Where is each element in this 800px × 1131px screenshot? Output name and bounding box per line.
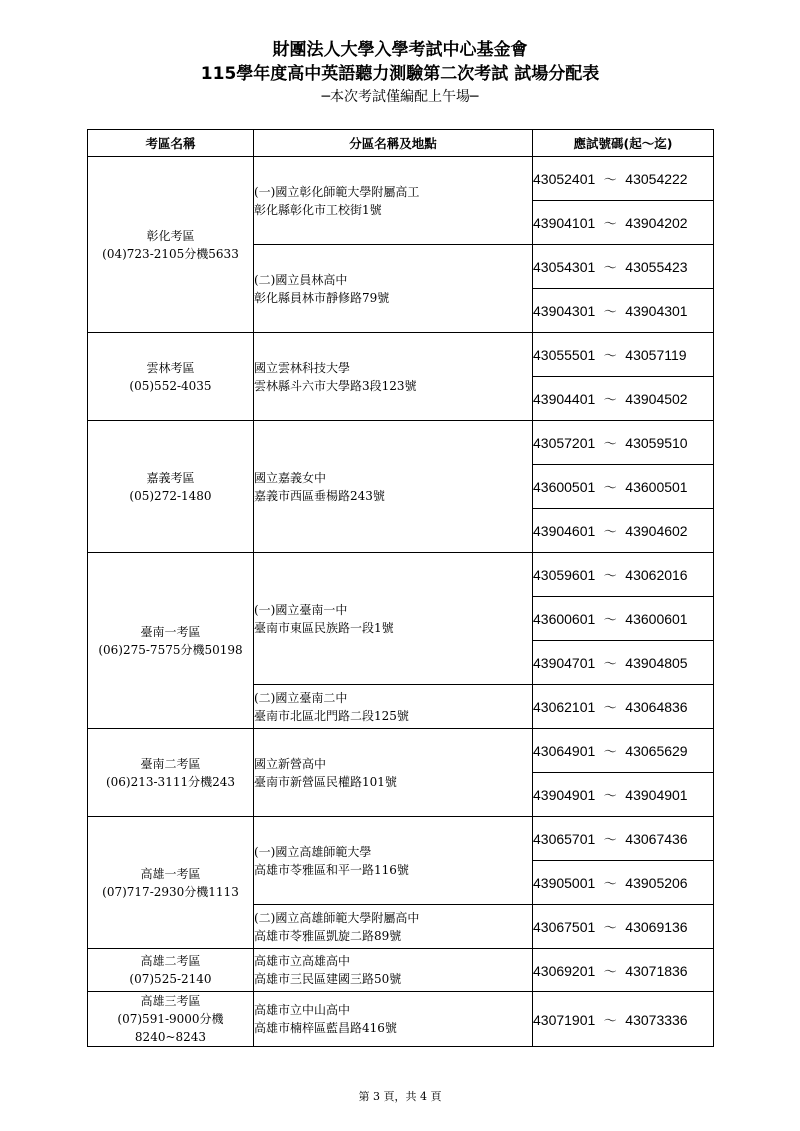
range-separator: ～ bbox=[603, 921, 617, 936]
range-separator: ～ bbox=[603, 613, 617, 628]
document-title: 115學年度高中英語聽力測驗第二次考試 試場分配表 bbox=[200, 64, 600, 84]
range-end: 43904202 bbox=[625, 215, 688, 231]
table-row bbox=[88, 333, 714, 377]
number-range-cell bbox=[533, 553, 714, 597]
range-end: 43064836 bbox=[625, 699, 688, 715]
range-start: 43600501 bbox=[533, 479, 596, 495]
venue-name: 高雄市立中山高中 bbox=[254, 1003, 351, 1017]
number-range-cell bbox=[533, 245, 714, 289]
range-separator: ～ bbox=[603, 261, 617, 276]
range-start: 43054301 bbox=[533, 259, 596, 275]
range-start: 43600601 bbox=[533, 611, 596, 627]
region-name: 高雄二考區 bbox=[140, 954, 201, 968]
range-start: 43904601 bbox=[533, 523, 596, 539]
number-range-cell bbox=[533, 421, 714, 465]
region-phone: (06)275-7575分機50198 bbox=[98, 642, 243, 657]
venue-address: 嘉義市西區垂楊路243號 bbox=[254, 488, 385, 503]
number-range-cell bbox=[533, 641, 714, 685]
range-end: 43054222 bbox=[625, 171, 688, 187]
venue-address: 高雄市三民區建國三路50號 bbox=[254, 972, 402, 986]
table-row bbox=[88, 553, 714, 597]
region-phone: (05)272-1480 bbox=[129, 488, 212, 503]
venue-cell bbox=[254, 245, 533, 333]
range-start: 43062101 bbox=[533, 699, 596, 715]
range-end: 43059510 bbox=[625, 435, 688, 451]
table-row bbox=[88, 157, 714, 201]
venue-name: (一)國立彰化師範大學附屬高工 bbox=[254, 184, 420, 199]
region-cell bbox=[88, 157, 254, 333]
range-end: 43073336 bbox=[625, 1011, 688, 1028]
venue-name: (一)國立高雄師範大學 bbox=[254, 844, 372, 859]
number-range-cell bbox=[533, 201, 714, 245]
range-end: 43071836 bbox=[625, 962, 688, 979]
number-range-cell bbox=[533, 597, 714, 641]
range-end: 43600601 bbox=[625, 611, 688, 627]
exam-site-table bbox=[87, 129, 714, 1047]
range-start: 43904901 bbox=[533, 787, 596, 803]
range-separator: ～ bbox=[603, 525, 617, 540]
column-header-venue: 分區名稱及地點 bbox=[254, 130, 533, 157]
range-start: 43905001 bbox=[533, 875, 596, 891]
range-separator: ～ bbox=[603, 745, 617, 760]
range-start: 43904301 bbox=[533, 303, 596, 319]
region-cell bbox=[88, 553, 254, 729]
range-end: 43904805 bbox=[625, 655, 688, 671]
table-body bbox=[88, 157, 714, 1047]
venue-cell bbox=[254, 333, 533, 421]
number-range-cell bbox=[533, 465, 714, 509]
document-header bbox=[0, 38, 800, 108]
number-range-cell bbox=[533, 905, 714, 949]
venue-address: 彰化縣員林市靜修路79號 bbox=[254, 290, 390, 305]
table-row bbox=[88, 949, 714, 992]
range-end: 43904502 bbox=[625, 391, 688, 407]
number-range-cell bbox=[533, 773, 714, 817]
range-start: 43069201 bbox=[533, 962, 596, 979]
range-separator: ～ bbox=[603, 657, 617, 672]
region-name: 高雄一考區 bbox=[140, 866, 201, 881]
range-start: 43057201 bbox=[533, 435, 596, 451]
venue-name: (二)國立臺南二中 bbox=[254, 690, 348, 705]
number-range-cell bbox=[533, 817, 714, 861]
venue-address: 臺南市新營區民權路101號 bbox=[254, 774, 397, 789]
range-end: 43905206 bbox=[625, 875, 688, 891]
range-end: 43067436 bbox=[625, 831, 688, 847]
table-row bbox=[88, 817, 714, 861]
organization-title: 財團法人大學入學考試中心基金會 bbox=[272, 40, 528, 60]
region-name: 嘉義考區 bbox=[146, 470, 195, 485]
range-start: 43055501 bbox=[533, 347, 596, 363]
venue-name: 國立雲林科技大學 bbox=[254, 360, 351, 375]
venue-cell bbox=[254, 685, 533, 729]
number-range-cell bbox=[533, 685, 714, 729]
range-end: 43600501 bbox=[625, 479, 688, 495]
number-range-cell bbox=[533, 157, 714, 201]
range-start: 43067501 bbox=[533, 919, 596, 935]
range-separator: ～ bbox=[603, 569, 617, 584]
region-name: 雲林考區 bbox=[146, 360, 195, 375]
region-cell bbox=[88, 992, 254, 1047]
range-start: 43064901 bbox=[533, 743, 596, 759]
region-name: 高雄三考區 bbox=[140, 994, 201, 1008]
region-name: 彰化考區 bbox=[146, 228, 195, 243]
range-start: 43059601 bbox=[533, 567, 596, 583]
number-range-cell bbox=[533, 289, 714, 333]
number-range-cell bbox=[533, 729, 714, 773]
region-phone: (07)717-2930分機1113 bbox=[102, 884, 239, 899]
region-name: 臺南二考區 bbox=[140, 756, 201, 771]
region-cell bbox=[88, 949, 254, 992]
venue-cell bbox=[254, 729, 533, 817]
region-cell bbox=[88, 421, 254, 553]
region-name: 臺南一考區 bbox=[140, 624, 201, 639]
region-phone: (05)552-4035 bbox=[129, 378, 212, 393]
number-range-cell bbox=[533, 861, 714, 905]
venue-cell bbox=[254, 157, 533, 245]
venue-cell bbox=[254, 992, 533, 1047]
venue-name: (二)國立高雄師範大學附屬高中 bbox=[254, 910, 420, 925]
number-range-cell bbox=[533, 333, 714, 377]
region-cell bbox=[88, 333, 254, 421]
column-header-region: 考區名稱 bbox=[88, 130, 254, 157]
range-separator: ～ bbox=[603, 789, 617, 804]
venue-cell bbox=[254, 421, 533, 553]
range-separator: ～ bbox=[603, 964, 617, 980]
region-cell bbox=[88, 817, 254, 949]
number-range-cell bbox=[533, 949, 714, 992]
venue-name: 國立嘉義女中 bbox=[254, 470, 327, 485]
region-phone: (04)723-2105分機5633 bbox=[102, 246, 239, 261]
number-range-cell bbox=[533, 992, 714, 1047]
range-separator: ～ bbox=[603, 217, 617, 232]
venue-address: 高雄市苓雅區和平一路116號 bbox=[254, 862, 409, 877]
region-phone: (06)213-3111分機243 bbox=[105, 774, 236, 789]
number-range-cell bbox=[533, 377, 714, 421]
range-separator: ～ bbox=[603, 393, 617, 408]
range-end: 43062016 bbox=[625, 567, 688, 583]
venue-cell bbox=[254, 553, 533, 685]
range-separator: ～ bbox=[603, 1013, 617, 1029]
venue-address: 高雄市楠梓區藍昌路416號 bbox=[254, 1021, 397, 1035]
region-cell bbox=[88, 729, 254, 817]
venue-address: 高雄市苓雅區凱旋二路89號 bbox=[254, 928, 402, 943]
range-separator: ～ bbox=[603, 437, 617, 452]
range-separator: ～ bbox=[603, 305, 617, 320]
venue-name: (二)國立員林高中 bbox=[254, 272, 348, 287]
venue-address: 雲林縣斗六市大學路3段123號 bbox=[254, 378, 417, 393]
venue-address: 臺南市北區北門路二段125號 bbox=[254, 708, 409, 723]
venue-cell bbox=[254, 817, 533, 905]
region-phone: (07)591-9000分機8240~8243 bbox=[117, 1012, 224, 1044]
range-end: 43055423 bbox=[625, 259, 688, 275]
number-range-cell bbox=[533, 509, 714, 553]
range-end: 43057119 bbox=[625, 347, 687, 363]
range-start: 43904401 bbox=[533, 391, 596, 407]
range-start: 43052401 bbox=[533, 171, 596, 187]
range-start: 43904701 bbox=[533, 655, 596, 671]
range-separator: ～ bbox=[603, 701, 617, 716]
region-phone: (07)525-2140 bbox=[129, 972, 212, 986]
schedule-note: ─本次考試僅編配上午場─ bbox=[321, 89, 479, 105]
table-header-row bbox=[88, 130, 714, 157]
table-row bbox=[88, 729, 714, 773]
range-separator: ～ bbox=[603, 833, 617, 848]
column-header-number-range: 應試號碼(起～迄) bbox=[533, 130, 714, 157]
range-end: 43904901 bbox=[625, 787, 688, 803]
venue-address: 臺南市東區民族路一段1號 bbox=[254, 620, 394, 635]
venue-cell bbox=[254, 949, 533, 992]
range-separator: ～ bbox=[603, 349, 617, 364]
range-start: 43071901 bbox=[533, 1011, 596, 1028]
venue-name: (一)國立臺南一中 bbox=[254, 602, 348, 617]
range-end: 43904602 bbox=[625, 523, 688, 539]
table-row bbox=[88, 992, 714, 1047]
range-end: 43069136 bbox=[625, 919, 688, 935]
venue-address: 彰化縣彰化市工校街1號 bbox=[254, 202, 382, 217]
range-separator: ～ bbox=[603, 173, 617, 188]
table-row bbox=[88, 421, 714, 465]
venue-name: 國立新營高中 bbox=[254, 756, 327, 771]
venue-name: 高雄市立高雄高中 bbox=[254, 954, 351, 968]
range-start: 43065701 bbox=[533, 831, 596, 847]
range-start: 43904101 bbox=[533, 215, 596, 231]
range-end: 43904301 bbox=[625, 303, 688, 319]
range-separator: ～ bbox=[603, 481, 617, 496]
range-separator: ～ bbox=[603, 877, 617, 892]
page-number: 第 3 頁，共 4 頁 bbox=[358, 1090, 442, 1103]
range-end: 43065629 bbox=[625, 743, 688, 759]
venue-cell bbox=[254, 905, 533, 949]
